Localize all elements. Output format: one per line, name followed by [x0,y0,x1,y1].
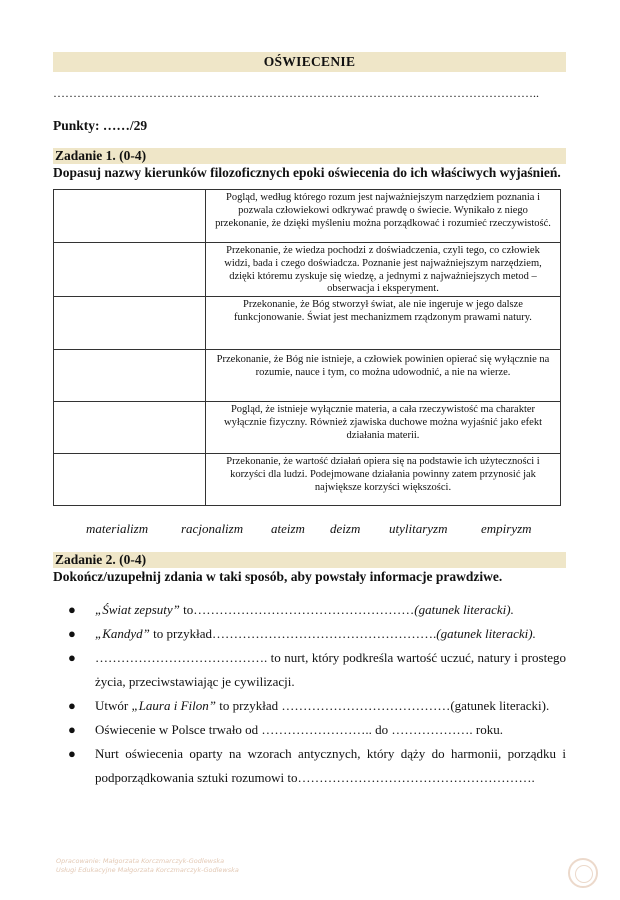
answer-cell[interactable] [54,243,206,297]
term-item: racjonalizm [181,521,244,536]
bullet-icon: ● [68,602,76,617]
definition-cell: Pogląd, że istnieje wyłącznie materia, a cała rzeczywistość ma charakter wyłącznie fizyczny. Również zjawiska duchowe można wyjaśnić jako efekt działania materii. [206,402,561,454]
answer-cell[interactable] [54,190,206,243]
list-item: ● Utwór „Laura i Filon” to przykład …………………………………(gatunek literacki). [53,694,566,718]
list-item: ● Oświecenie w Polsce trwało od …………………….. do ………………. roku. [53,718,566,742]
bullet-icon: ● [68,722,76,737]
list-item: ● Nurt oświecenia oparty na wzorach antycznych, który dąży do harmonii, porządku i podporządkowania sztuki rozumowi to………………………………………………. [53,742,566,790]
term-item: utylitaryzm [389,521,448,536]
table-row [54,297,561,350]
term-item: materializm [86,521,149,536]
table-row [54,402,561,454]
name-line: ………………………………………………………………………………………………………….. [53,86,539,100]
task2-heading: Zadanie 2. (0-4) [53,552,566,568]
definition-cell: Przekonanie, że wiedza pochodzi z doświadczenia, czyli tego, co człowiek widzi, bada i czego doświadcza. Poznanie jest najważniejszym narzędziem, dzięki któremu zyskuje się wiedzę, a jednymi z najważniejszych metod – obserwacja i eksperyment. [206,243,561,297]
definition-cell: Pogląd, według którego rozum jest najważniejszym narzędziem poznania i pozwala człowiekowi odkrywać prawdę o świecie. Wynikało z niego przekonanie, że dzięki myśleniu można porządkować i rozumieć rzeczywistość. [206,190,561,243]
answer-cell[interactable] [54,297,206,350]
definition-cell: Przekonanie, że Bóg nie istnieje, a człowiek powinien opierać się wyłącznie na rozumie, nauce i tym, co można udowodnić, a nie na wierze. [206,350,561,402]
list-item: ● „Kandyd” to przykład…………………………………………….(gatunek literacki). [53,622,566,646]
term-item: empiryzm [481,521,532,536]
bullet-icon: ● [68,698,76,713]
answer-cell[interactable] [54,350,206,402]
definition-cell: Przekonanie, że Bóg stworzył świat, ale nie ingeruje w jego dalsze funkcjonowanie. Świat jest mechanizmem rządzonym prawami natury. [206,297,561,350]
bullet-icon: ● [68,746,76,761]
list-item: ● „Świat zepsuty” to……………………………………………(gatunek literacki). [53,598,566,622]
task1-instruction: Dopasuj nazwy kierunków filozoficznych epoki oświecenia do ich właściwych wyjaśnień. [53,165,561,180]
answer-cell[interactable] [54,402,206,454]
completion-list [53,598,566,790]
publisher-stamp-icon [568,858,598,888]
bullet-icon: ● [68,650,76,665]
list-item: ● …………………………………. to nurt, który podkreśla wartość uczuć, natury i prostego życia, przeciwstawiając je cywilizacji. [53,646,566,694]
table-row [54,454,561,506]
table-row [54,190,561,243]
matching-table [53,189,561,506]
page-title: OŚWIECENIE [53,52,566,72]
bullet-icon: ● [68,626,76,641]
footer-credits [56,857,239,875]
task1-heading: Zadanie 1. (0-4) [53,148,566,164]
points-field: Punkty: ……/29 [53,118,148,133]
footer-line: Opracowanie: Małgorzata Korczmarczyk-Godlewska [56,857,225,865]
definition-cell: Przekonanie, że wartość działań opiera się na podstawie ich użyteczności i korzyści dla ludzi. Podejmowane działania powinny zatem przynosić jak największe korzyści większości. [206,454,561,506]
footer-line: Usługi Edukacyjne Małgorzata Korczmarczyk-Godlewska [56,866,239,874]
term-item: deizm [330,521,361,536]
term-item: ateizm [271,521,305,536]
task2-instruction: Dokończ/uzupełnij zdania w taki sposób, aby powstały informacje prawdziwe. [53,569,503,584]
answer-cell[interactable] [54,454,206,506]
table-row [54,350,561,402]
table-row [54,243,561,297]
